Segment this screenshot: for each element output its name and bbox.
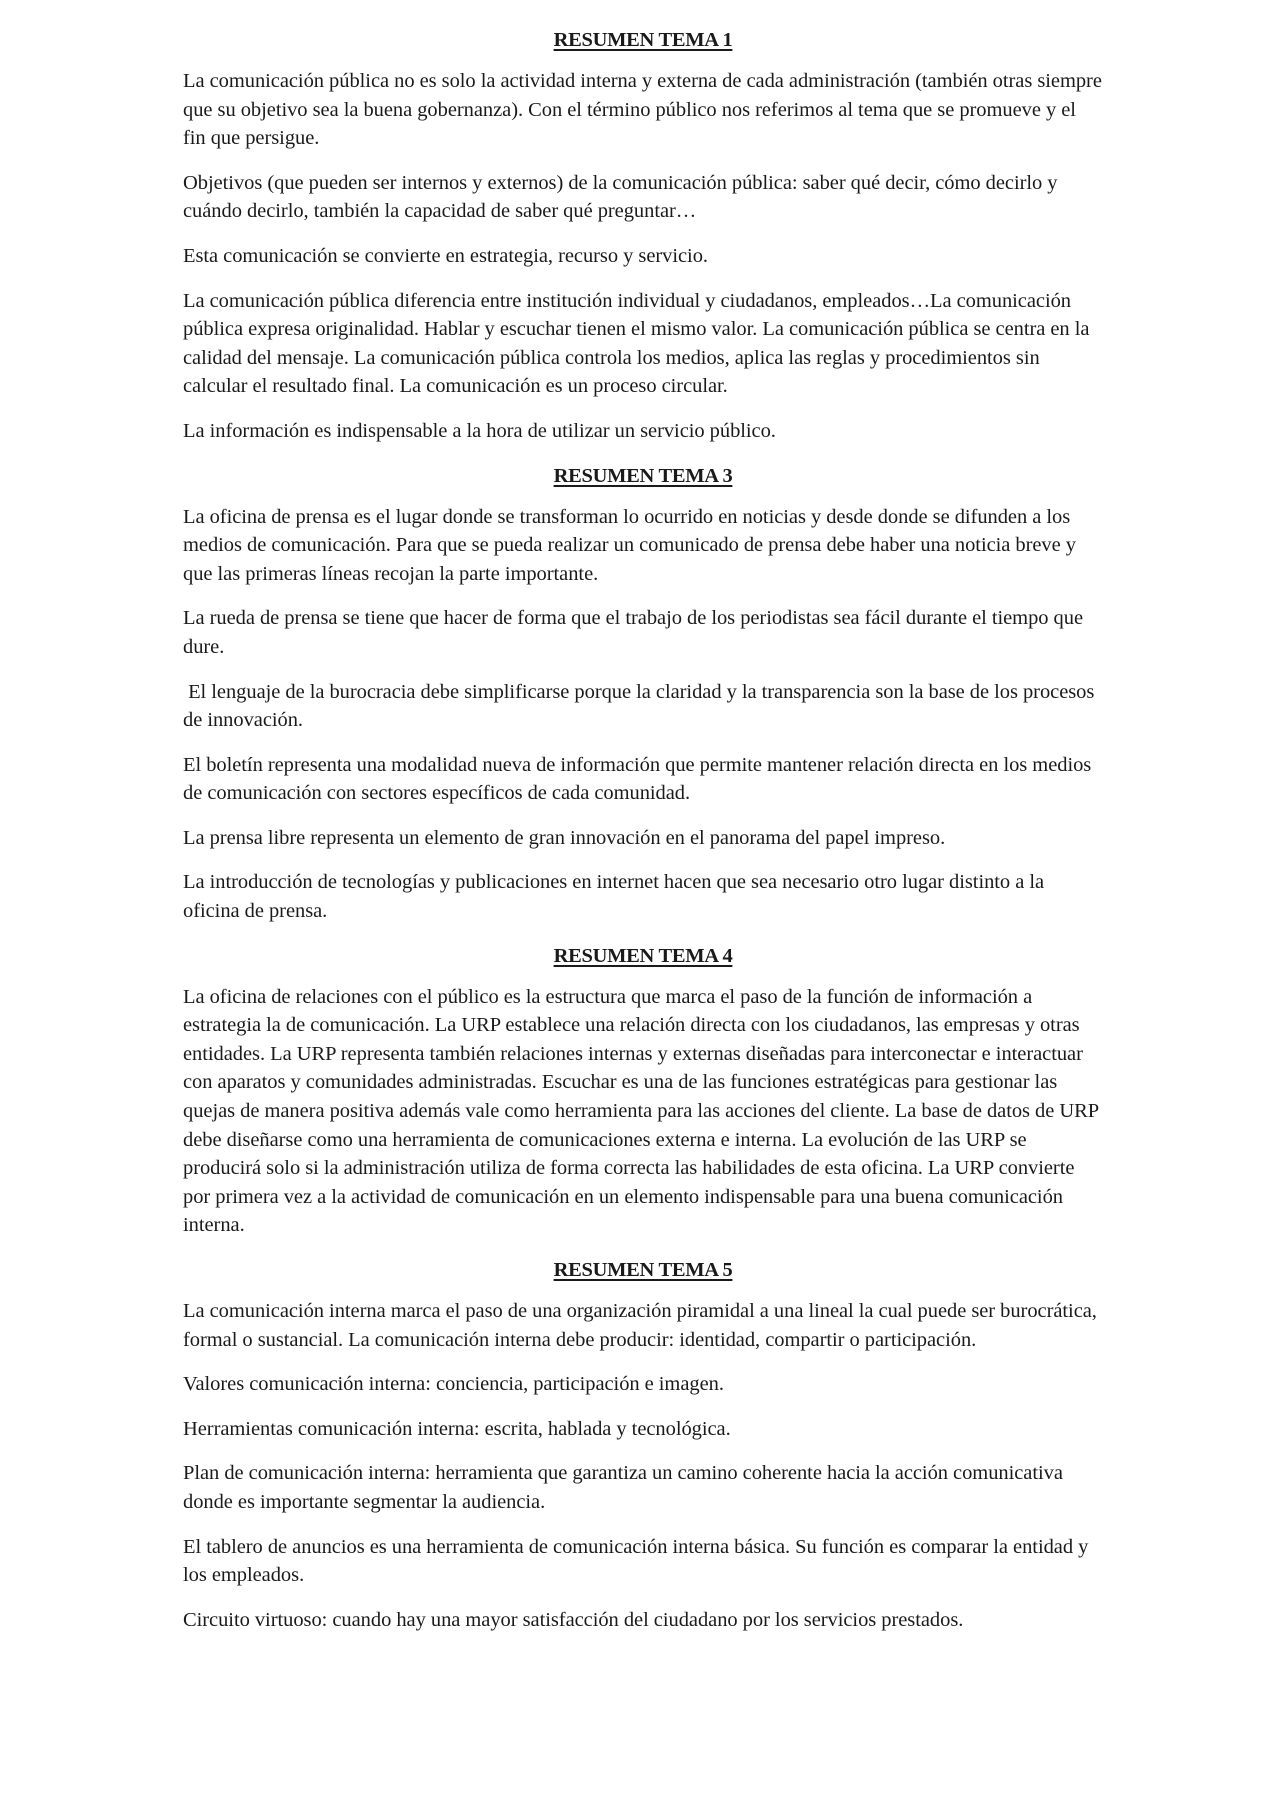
section-heading: RESUMEN TEMA 3 <box>553 464 733 487</box>
section-heading: RESUMEN TEMA 4 <box>553 944 733 967</box>
paragraph: El tablero de anuncios es una herramienta de comunicación interna básica. Su función es comparar la entidad y los empleados. <box>183 1535 1089 1587</box>
paragraph: La comunicación pública diferencia entre institución individual y ciudadanos, empleados…La comunicación pública expresa originalidad. Hablar y escuchar tienen el mismo valor. La comunicación pública se centra en la calidad del mensaje. La comunicación pública controla los medios, aplica las reglas y procedimientos sin calcular el resultado final. La comunicación es un proceso circular. <box>183 289 1090 398</box>
section-heading: RESUMEN TEMA 1 <box>553 29 733 51</box>
paragraph: Circuito virtuoso: cuando hay una mayor satisfacción del ciudadano por los servicios prestados. <box>183 1608 964 1631</box>
document-page <box>183 26 1103 1650</box>
paragraph: Herramientas comunicación interna: escrita, hablada y tecnológica. <box>183 1417 731 1440</box>
paragraph: La información es indispensable a la hora de utilizar un servicio público. <box>183 419 776 442</box>
section-tema-1 <box>183 26 1103 446</box>
paragraph: Objetivos (que pueden ser internos y externos) de la comunicación pública: saber qué decir, cómo decirlo y cuándo decirlo, también la capacidad de saber qué preguntar… <box>183 171 1058 223</box>
paragraph: Plan de comunicación interna: herramienta que garantiza un camino coherente hacia la acción comunicativa donde es importante segmentar la audiencia. <box>183 1462 1063 1513</box>
paragraph: La rueda de prensa se tiene que hacer de forma que el trabajo de los periodistas sea fácil durante el tiempo que dure. <box>183 607 1083 658</box>
paragraph: La introducción de tecnologías y publicaciones en internet hacen que sea necesario otro lugar distinto a la oficina de prensa. <box>183 871 1045 923</box>
paragraph: Esta comunicación se convierte en estrategia, recurso y servicio. <box>183 244 708 267</box>
paragraph: La comunicación pública no es solo la actividad interna y externa de cada administración (también otras siempre que su objetivo sea la buena gobernanza). Con el término público nos referimos al tema que se promueve y el fin que persigue. <box>183 70 1102 150</box>
paragraph: La prensa libre representa un elemento de gran innovación en el panorama del papel impreso. <box>183 826 946 849</box>
section-tema-5 <box>183 1256 1103 1634</box>
paragraph: La oficina de prensa es el lugar donde se transforman lo ocurrido en noticias y desde donde se difunden a los medios de comunicación. Para que se pueda realizar un comunicado de prensa debe haber una noticia breve y que las primeras líneas recojan la parte importante. <box>183 505 1076 585</box>
section-tema-3 <box>183 462 1103 926</box>
paragraph: El boletín representa una modalidad nueva de información que permite mantener relación directa en los medios de comunicación con sectores específicos de cada comunidad. <box>183 753 1092 805</box>
paragraph: La comunicación interna marca el paso de una organización piramidal a una lineal la cual puede ser burocrática, formal o sustancial. La comunicación interna debe producir: identidad, compartir o participación. <box>183 1300 1097 1351</box>
section-heading: RESUMEN TEMA 5 <box>553 1259 733 1281</box>
paragraph: La oficina de relaciones con el público es la estructura que marca el paso de la función de información a estrategia la de comunicación. La URP establece una relación directa con los ciudadanos, las empresas y otras entidades. La URP representa también relaciones internas y externas diseñadas para interconectar e interactuar con aparatos y comunidades administradas. Escuchar es una de las funciones estratégicas para gestionar las quejas de manera positiva además vale como herramienta para las acciones del cliente. La base de datos de URP debe diseñarse como una herramienta de comunicaciones externa e interna. La evolución de las URP se producirá solo si la administración utiliza de forma correcta las habilidades de esta oficina. La URP convierte por primera vez a la actividad de comunicación en un elemento indispensable para una buena comunicación interna. <box>183 985 1099 1237</box>
section-tema-4 <box>183 942 1103 1240</box>
paragraph: Valores comunicación interna: conciencia, participación e imagen. <box>183 1373 724 1396</box>
paragraph: El lenguaje de la burocracia debe simplificarse porque la claridad y la transparencia son la base de los procesos de innovación. <box>183 680 1100 732</box>
